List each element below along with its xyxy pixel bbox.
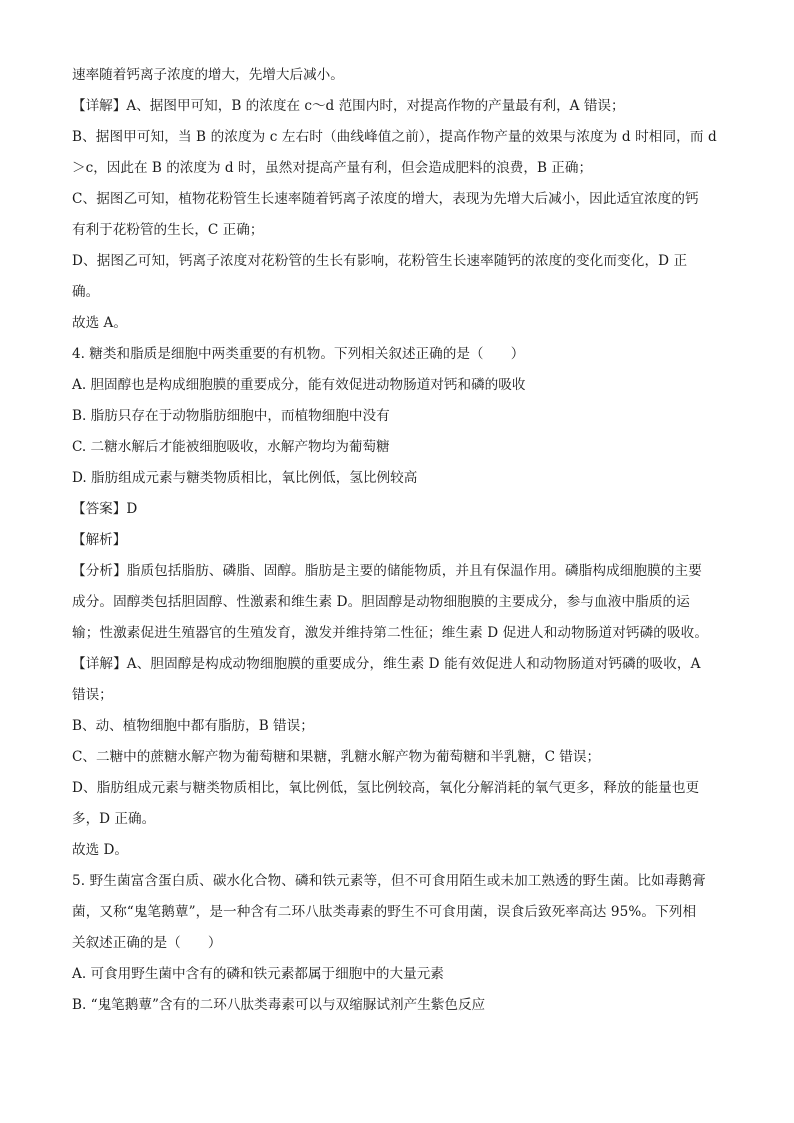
- analysis-line: 输；性激素促进生殖器官的生殖发育，激发并维持第二性征；维生素 D 促进人和动物肠道对钙磷的吸收。: [72, 625, 709, 641]
- explanation-line: C、二糖中的蔗糖水解产物为葡萄糖和果糖，乳糖水解产物为葡萄糖和半乳糖，C 错误；: [72, 749, 601, 765]
- answer-label: 【答案】D: [72, 501, 138, 517]
- explanation-line: 有利于花粉管的生长，C 正确；: [72, 222, 264, 238]
- explanation-line: B、动、植物细胞中都有脂肪，B 错误；: [72, 718, 314, 734]
- explanation-line: C、据图乙可知，植物花粉管生长速率随着钙离子浓度的增大，表现为先增大后减小，因此适宜浓度的钙: [72, 191, 699, 207]
- document-page: [72, 60, 722, 1021]
- explanation-line: D、脂肪组成元素与糖类物质相比，氧比例低，氢比例较高，氧化分解消耗的氧气更多，释放的能量也更: [72, 780, 700, 796]
- analysis-heading: 【解析】: [72, 532, 127, 548]
- explanation-line: 确。: [72, 284, 100, 300]
- option-a: A. 胆固醇也是构成细胞膜的重要成分，能有效促进动物肠道对钙和磷的吸收: [72, 377, 526, 393]
- answer-choice-line: 故选 A。: [72, 315, 127, 331]
- option-c: C. 二糖水解后才能被细胞吸收，水解产物均为葡萄糖: [72, 439, 390, 455]
- question-stem: 关叙述正确的是（ ）: [72, 935, 222, 951]
- option-a: A. 可食用野生菌中含有的磷和铁元素都属于细胞中的大量元素: [72, 966, 444, 982]
- answer-choice-line: 故选 D。: [72, 842, 129, 858]
- explanation-line: B、据图甲可知，当 B 的浓度为 c 左右时（曲线峰值之前），提高作物产量的效果与浓度为 d 时相同，而 d: [72, 129, 717, 145]
- question-stem: 4. 糖类和脂质是细胞中两类重要的有机物。下列相关叙述正确的是（ ）: [72, 346, 525, 362]
- explanation-line: 【详解】A、胆固醇是构成动物细胞膜的重要成分，维生素 D 能有效促进人和动物肠道对钙磷的吸收，A: [72, 656, 701, 672]
- explanation-line: 错误；: [72, 687, 113, 703]
- text-line: 速率随着钙离子浓度的增大，先增大后减小。: [72, 67, 344, 83]
- analysis-line: 成分。固醇类包括胆固醇、性激素和维生素 D。胆固醇是动物细胞膜的主要成分，参与血液中脂质的运: [72, 594, 690, 610]
- explanation-line: 多，D 正确。: [72, 811, 156, 827]
- option-b: B. 脂肪只存在于动物脂肪细胞中，而植物细胞中没有: [72, 408, 390, 424]
- explanation-line: ＞c，因此在 B 的浓度为 d 时，虽然对提高产量有利，但会造成肥料的浪费，B 正确；: [72, 160, 593, 176]
- question-stem: 5. 野生菌富含蛋白质、碳水化合物、磷和铁元素等，但不可食用陌生或未加工熟透的野生菌。比如毒鹅膏: [72, 873, 706, 889]
- analysis-line: 【分析】脂质包括脂肪、磷脂、固醇。脂肪是主要的储能物质，并且有保温作用。磷脂构成细胞膜的主要: [72, 563, 702, 579]
- question-stem: 菌，又称“鬼笔鹅蕈”，是一种含有二环八肽类毒素的野生不可食用菌，误食后致死率高达 95%。下列相: [72, 904, 697, 920]
- explanation-line: 【详解】A、据图甲可知，B 的浓度在 c～d 范围内时，对提高作物的产量最有利，A 错误；: [72, 98, 625, 114]
- explanation-line: D、据图乙可知，钙离子浓度对花粉管的生长有影响，花粉管生长速率随钙的浓度的变化而变化，D 正: [72, 253, 688, 269]
- option-d: D. 脂肪组成元素与糖类物质相比，氧比例低，氢比例较高: [72, 470, 418, 486]
- option-b: B. “鬼笔鹅蕈”含有的二环八肽类毒素可以与双缩脲试剂产生紫色反应: [72, 997, 486, 1013]
